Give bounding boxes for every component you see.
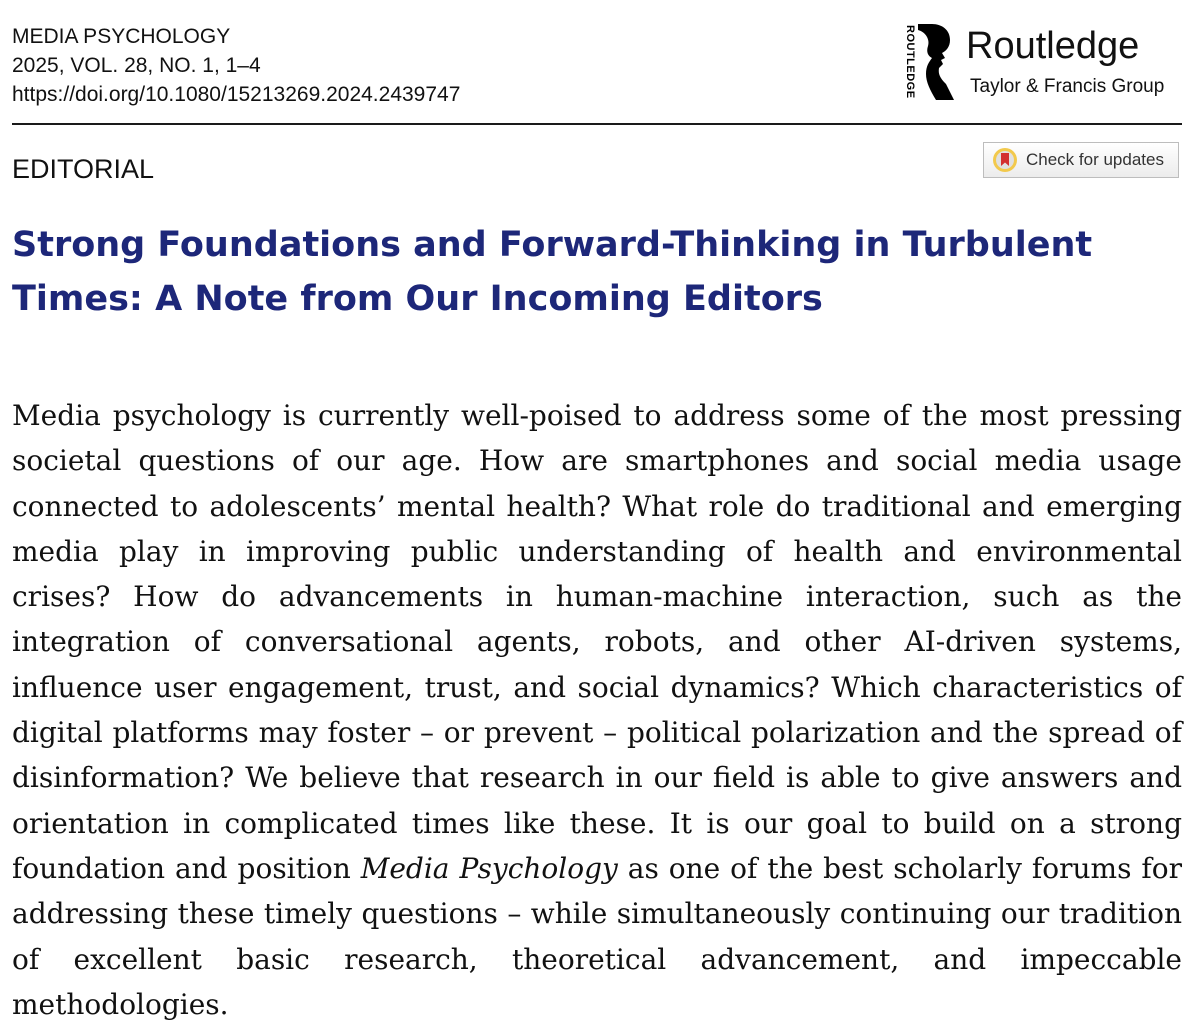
doi-link[interactable]: https://doi.org/10.1080/15213269.2024.2439747	[12, 83, 461, 106]
crossmark-icon	[992, 147, 1018, 173]
journal-citation: 2025, VOL. 28, NO. 1, 1–4	[12, 54, 261, 77]
publisher-group: Taylor & Francis Group	[970, 76, 1165, 97]
publisher-vertical-label: ROUTLEDGE	[904, 25, 916, 99]
article-body	[12, 393, 1182, 1027]
article-title: Strong Foundations and Forward-Thinking in Turbulent Times: A Note from Our Incoming Editors	[12, 225, 1093, 319]
routledge-profile-logo-icon	[916, 22, 956, 102]
body-text-part-1: Media psychology is currently well-poised to address some of the most pressing societal questions of our age. How are smartphones and social media usage connected to adolescents’ mental health? What role do traditional and emerging media play in improving public understanding of health and environmental crises? How do advancements in human-machine interaction, such as the integration of conversational agents, robots, and other AI-driven systems, influence user engagement, trust, and social dynamics? Which characteristics of digital platforms may foster – or prevent – political polarization and the spread of disinformation? We believe that research in our field is able to give answers and orientation in complicated times like these. It is our goal to build on a strong foundation and position	[12, 399, 1182, 885]
publisher-logo	[894, 22, 1194, 106]
check-for-updates-button[interactable]	[983, 142, 1179, 178]
check-for-updates-label: Check for updates	[1026, 150, 1164, 169]
publisher-name: Routledge	[966, 25, 1140, 67]
article-section: EDITORIAL	[12, 154, 155, 184]
header-divider	[12, 123, 1182, 125]
journal-meta	[12, 22, 460, 109]
body-text-part-2: as one of the best scholarly forums for addressing these timely questions – while simultaneously continuing our tradition of excellent basic research, theoretical advancement, and impeccable methodologies.	[12, 851, 1182, 1021]
journal-name-italic: Media Psychology	[360, 851, 618, 885]
journal-name: MEDIA PSYCHOLOGY	[12, 25, 231, 48]
